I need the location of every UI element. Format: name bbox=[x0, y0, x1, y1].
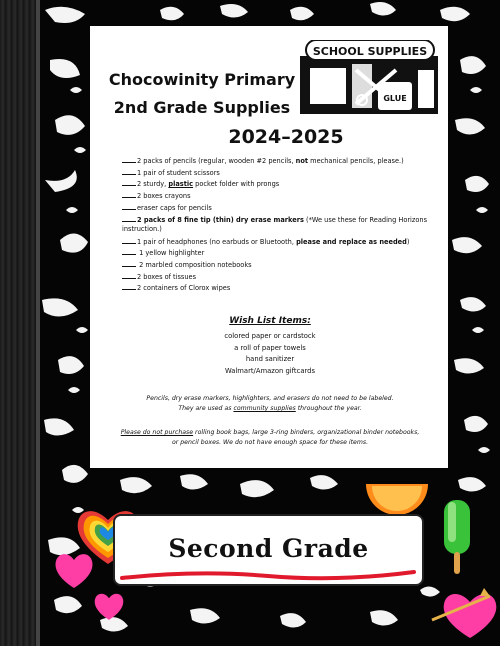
labeling-note: Pencils, dry erase markers, highlighters, and erasers do not need to be labeled. They are used as community supplies throughout the year. bbox=[146, 395, 394, 412]
list-item: 2 boxes crayons bbox=[122, 191, 444, 203]
list-item: 2 boxes of tissues bbox=[122, 272, 444, 284]
list-item: 2 packs of pencils (regular, wooden #2 pencils, not mechanical pencils, please.) bbox=[122, 156, 444, 168]
list-item: 2 containers of Clorox wipes bbox=[122, 283, 444, 295]
pink-heart-icon bbox=[52, 550, 96, 590]
list-item: 1 yellow highlighter bbox=[122, 248, 444, 260]
glue-label: GLUE bbox=[383, 94, 407, 103]
school-supplies-logo bbox=[296, 40, 444, 118]
heart-arrow-icon bbox=[430, 580, 500, 640]
school-name: Chocowinity Primary bbox=[108, 70, 296, 89]
do-not-purchase-note: Please do not purchase rolling book bags, large 3-ring binders, organizational binder notebooks, or pencil boxes. We do not have enough space for these items. bbox=[120, 429, 420, 446]
nameplate-text: Second Grade bbox=[168, 534, 369, 563]
list-item: 2 sturdy, plastic pocket folder with prongs bbox=[122, 179, 444, 191]
supply-list bbox=[122, 156, 444, 295]
supply-list-sheet bbox=[90, 26, 448, 468]
list-item: 1 pair of headphones (no earbuds or Bluetooth, please and replace as needed) bbox=[122, 237, 444, 249]
list-item: eraser caps for pencils bbox=[122, 203, 444, 215]
list-item: colored paper or cardstock bbox=[224, 332, 316, 340]
wish-list-title: Wish List Items: bbox=[229, 316, 311, 326]
list-item: Walmart/Amazon giftcards bbox=[224, 366, 316, 375]
popsicle-icon bbox=[440, 500, 474, 576]
supplies-clipart-icon bbox=[296, 40, 444, 118]
school-year: 2024–2025 bbox=[228, 126, 344, 148]
grade-supplies-title: 2nd Grade Supplies bbox=[113, 98, 291, 117]
notebook-spine bbox=[0, 0, 38, 646]
logo-banner-text: SCHOOL SUPPLIES bbox=[312, 45, 428, 58]
glitter-underline bbox=[118, 568, 418, 582]
list-item: 1 pair of student scissors bbox=[122, 168, 444, 180]
small-pink-heart-icon bbox=[92, 590, 126, 622]
list-item: a roll of paper towels bbox=[234, 343, 306, 352]
list-item: hand sanitizer bbox=[245, 355, 295, 364]
wish-list bbox=[170, 331, 370, 377]
list-item: 2 marbled composition notebooks bbox=[122, 260, 444, 272]
list-item: 2 packs of 8 fine tip (thin) dry erase markers (*We use these for Reading Horizons instruction.) bbox=[122, 215, 428, 234]
